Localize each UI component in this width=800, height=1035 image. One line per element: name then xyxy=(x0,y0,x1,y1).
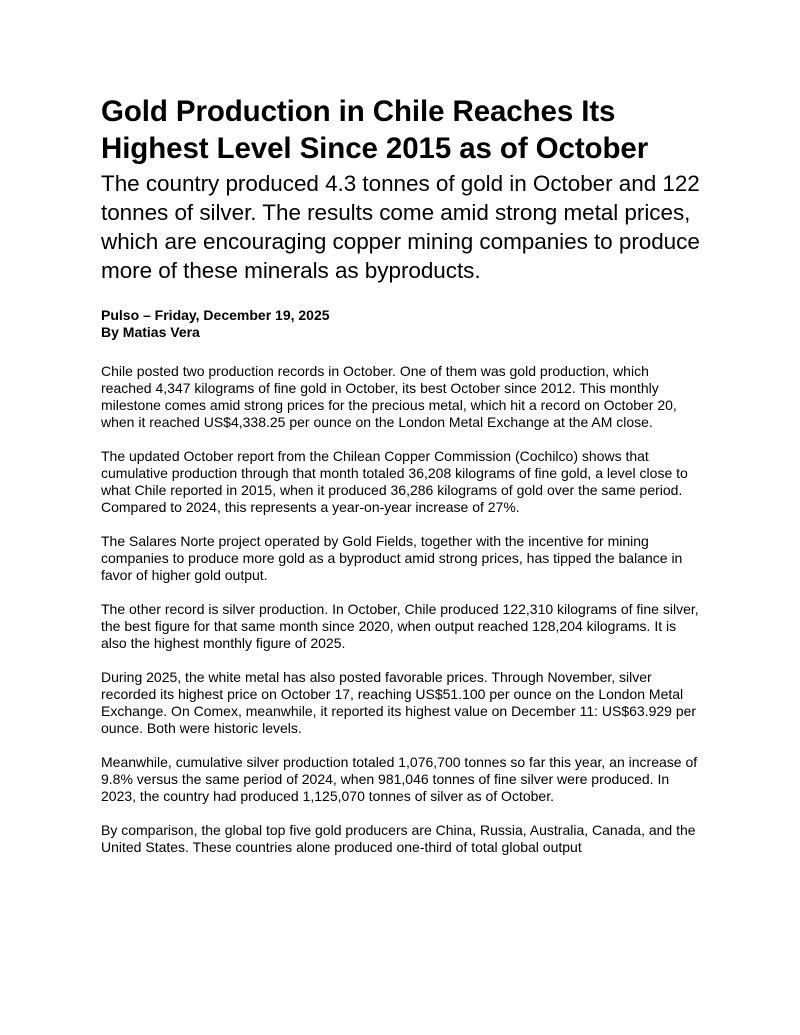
source-date: Pulso – Friday, December 19, 2025 xyxy=(101,307,330,323)
author: By Matias Vera xyxy=(101,324,200,340)
byline xyxy=(101,307,701,341)
paragraph: During 2025, the white metal has also posted favorable prices. Through November, silver recorded its highest price on October 17, reaching US$51.100 per ounce on the London Metal Exchange. On Comex, meanwhile, it reported its highest value on December 11: US$63.929 per ounce. Both were historic levels. xyxy=(101,669,697,736)
paragraph: By comparison, the global top five gold producers are China, Russia, Australia, Canada, and the United States. These countries alone produced one-third of total global output xyxy=(101,822,696,855)
paragraph: The other record is silver production. In October, Chile produced 122,310 kilograms of fine silver, the best figure for that same month since 2020, when output reached 128,204 kilograms. It is also the highest monthly figure of 2025. xyxy=(101,601,699,651)
article-subtitle: The country produced 4.3 tonnes of gold in October and 122 tonnes of silver. The results come amid strong metal prices, which are encouraging copper mining companies to produce more of these minerals as byproducts. xyxy=(101,171,700,283)
paragraph: The updated October report from the Chilean Copper Commission (Cochilco) shows that cumulative production through that month totaled 36,208 kilograms of fine gold, a level close to what Chile reported in 2015, when it produced 36,286 kilograms of gold over the same period. Compared to 2024, this represents a year-on-year increase of 27%. xyxy=(101,448,688,515)
article xyxy=(101,93,701,873)
article-title: Gold Production in Chile Reaches Its Highest Level Since 2015 as of October xyxy=(101,95,649,165)
paragraph: Chile posted two production records in October. One of them was gold production, which reached 4,347 kilograms of fine gold in October, its best October since 2012. This monthly milestone comes amid strong prices for the precious metal, which hit a record on October 20, when it reached US$4,338.25 per ounce on the London Metal Exchange at the AM close. xyxy=(101,363,677,430)
paragraph: The Salares Norte project operated by Gold Fields, together with the incentive for mining companies to produce more gold as a byproduct amid strong prices, has tipped the balance in favor of higher gold output. xyxy=(101,533,683,583)
paragraph: Meanwhile, cumulative silver production totaled 1,076,700 tonnes so far this year, an increase of 9.8% versus the same period of 2024, when 981,046 tonnes of fine silver were produced. In 2023, the country had produced 1,125,070 tonnes of silver as of October. xyxy=(101,754,698,804)
article-body xyxy=(101,363,701,856)
